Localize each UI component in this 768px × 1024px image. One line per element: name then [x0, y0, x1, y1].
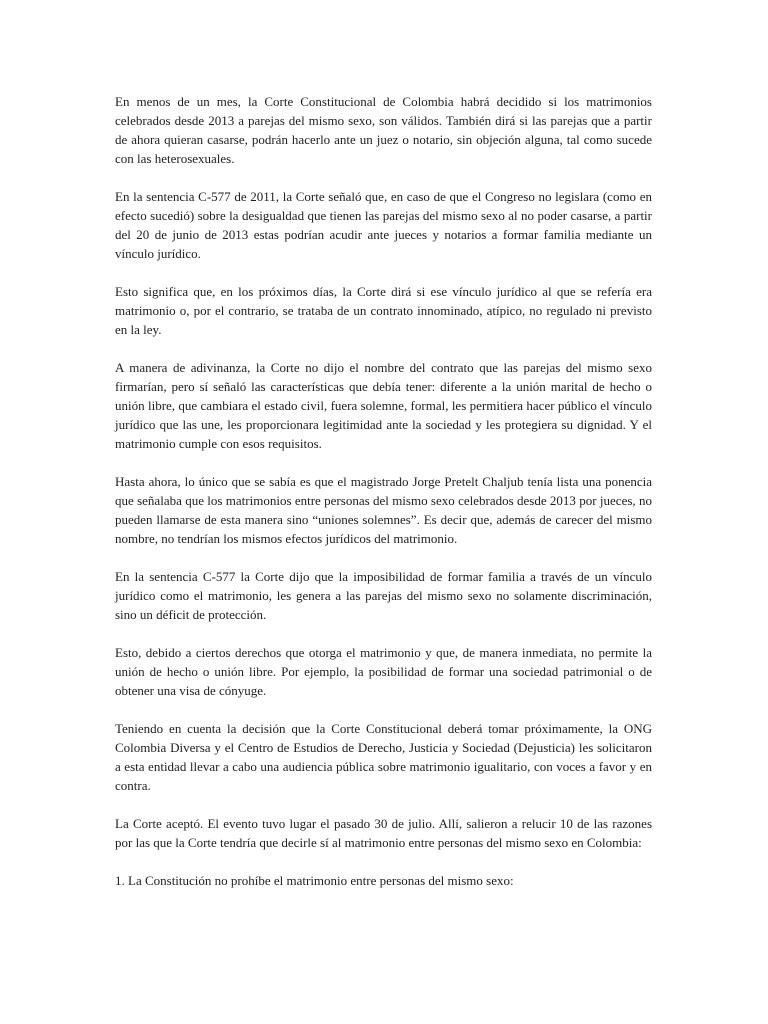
paragraph-7: Esto, debido a ciertos derechos que otorga el matrimonio y que, de manera inmediata, no permite la unión de hecho o unión libre. Por ejemplo, la posibilidad de formar una sociedad patrimonial o de obtener una visa de cónyuge.	[115, 645, 652, 698]
paragraph-3: Esto significa que, en los próximos días, la Corte dirá si ese vínculo jurídico al que se refería era matrimonio o, por el contrario, se trataba de un contrato innominado, atípico, no regulado ni previsto en la ley.	[115, 284, 652, 337]
document-body	[115, 92, 652, 890]
paragraph-1: En menos de un mes, la Corte Constitucional de Colombia habrá decidido si los matrimonios celebrados desde 2013 a parejas del mismo sexo, son válidos. También dirá si las parejas que a partir de ahora quieran casarse, podrán hacerlo ante un juez o notario, sin objeción alguna, tal como sucede con las heterosexuales.	[115, 94, 652, 166]
paragraph-8: Teniendo en cuenta la decisión que la Corte Constitucional deberá tomar próximamente, la ONG Colombia Diversa y el Centro de Estudios de Derecho, Justicia y Sociedad (Dejusticia) les solicitaron a esta entidad llevar a cabo una audiencia pública sobre matrimonio igualitario, con voces a favor y en contra.	[115, 721, 652, 793]
paragraph-5: Hasta ahora, lo único que se sabía es que el magistrado Jorge Pretelt Chaljub tenía lista una ponencia que señalaba que los matrimonios entre personas del mismo sexo celebrados desde 2013 por jueces, no pueden llamarse de esta manera sino “uniones solemnes”. Es decir que, además de carecer del mismo nombre, no tendrían los mismos efectos jurídicos del matrimonio.	[115, 474, 652, 546]
paragraph-4: A manera de adivinanza, la Corte no dijo el nombre del contrato que las parejas del mismo sexo firmarían, pero sí señaló las características que debía tener: diferente a la unión marital de hecho o unión libre, que cambiara el estado civil, fuera solemne, formal, les permitiera hacer público el vínculo jurídico que las une, les proporcionara legitimidad ante la sociedad y les protegiera su dignidad. Y el matrimonio cumple con esos requisitos.	[115, 360, 652, 451]
list-item-1: 1. La Constitución no prohíbe el matrimonio entre personas del mismo sexo:	[115, 873, 514, 888]
paragraph-2: En la sentencia C-577 de 2011, la Corte señaló que, en caso de que el Congreso no legislara (como en efecto sucedió) sobre la desigualdad que tienen las parejas del mismo sexo al no poder casarse, a partir del 20 de junio de 2013 estas podrían acudir ante jueces y notarios a formar familia mediante un vínculo jurídico.	[115, 189, 652, 261]
paragraph-6: En la sentencia C-577 la Corte dijo que la imposibilidad de formar familia a través de un vínculo jurídico como el matrimonio, les genera a las parejas del mismo sexo no solamente discriminación, sino un déficit de protección.	[115, 569, 652, 622]
paragraph-9: La Corte aceptó. El evento tuvo lugar el pasado 30 de julio. Allí, salieron a relucir 10 de las razones por las que la Corte tendría que decirle sí al matrimonio entre personas del mismo sexo en Colombia:	[115, 816, 652, 850]
